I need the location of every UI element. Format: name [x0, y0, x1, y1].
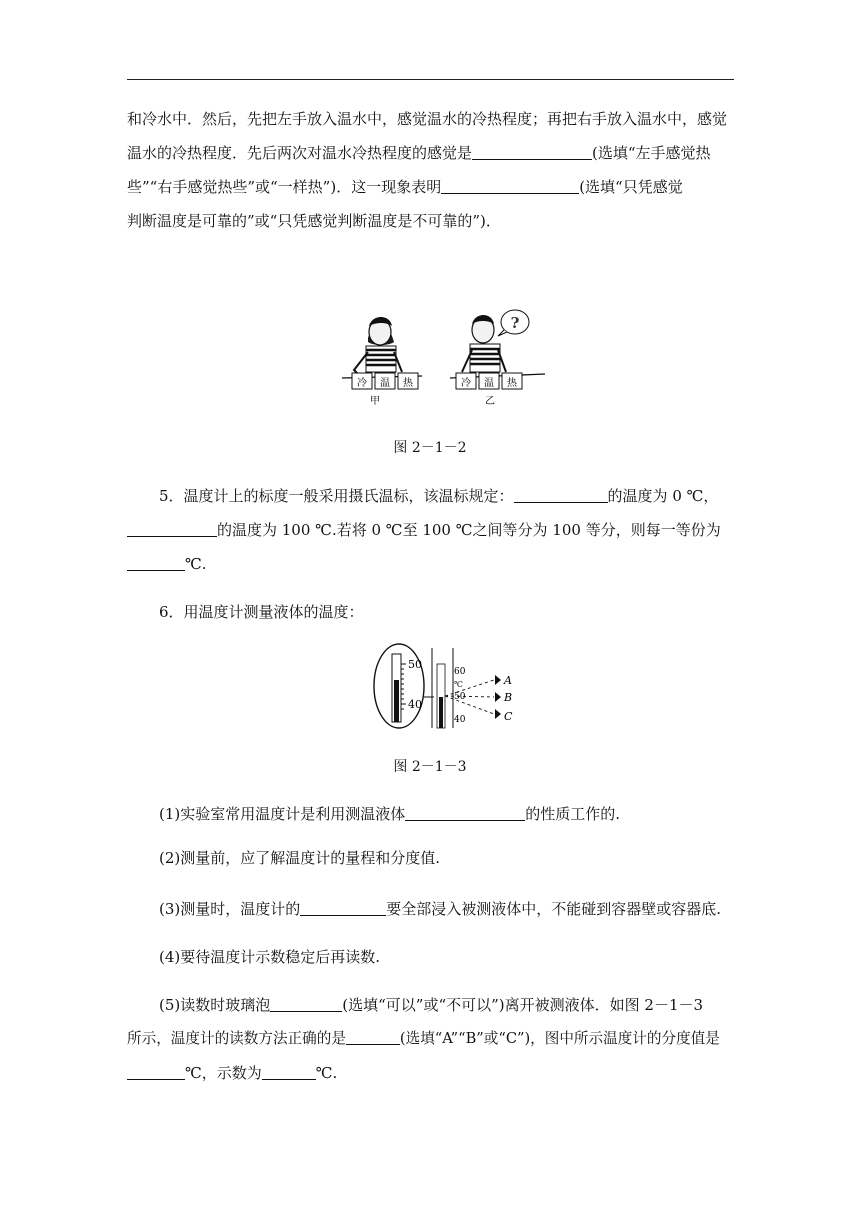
figure-thermometer-reading [370, 642, 520, 734]
question-6-part-5: (5)读数时玻璃泡 (选填“可以”或“不可以”)离开被测液体．如图 2－1－3 所示，温度计的读数方法正确的是 (选填“A”“B”或“C”)，图中所示温度计的分度值是 ℃，示数为 ℃. [127, 996, 720, 1082]
eye-label-a: A [504, 674, 512, 687]
person-left-illustration [354, 317, 402, 376]
question-5: 5．温度计上的标度一般采用摄氏温标，该温标规定： 的温度为 0 ℃， 的温度为 100 ℃.若将 0 ℃至 100 ℃之间等分为 100 等分，则每一等份为 ℃. [127, 479, 735, 581]
answer-blank[interactable] [346, 1028, 400, 1045]
answer-blank[interactable] [127, 520, 217, 537]
figure-hand-temperature [340, 300, 550, 412]
eye-icon [495, 675, 501, 685]
scale-label: 60 [454, 667, 466, 677]
intro-line-4: 判断温度是可靠的”或“只凭感觉判断温度是不可靠的”)． [127, 212, 501, 230]
scale-unit: ℃ [454, 680, 463, 689]
answer-blank[interactable] [127, 554, 185, 571]
question-6-part-3: (3)测量时，温度计的 要全部浸入被测液体中，不能碰到容器壁或容器底. [159, 900, 722, 918]
answer-blank[interactable] [270, 995, 342, 1012]
zoom-scale-label: 50 [408, 658, 422, 671]
question-6-part-2: (2)测量前，应了解温度计的量程和分度值. [159, 849, 441, 867]
basin-label: 冷 [357, 378, 367, 389]
intro-line-2: 温水的冷热程度．先后两次对温水冷热程度的感觉是 (选填“左手感觉热 [127, 144, 711, 162]
eye-label-b: B [504, 691, 513, 704]
intro-paragraph [127, 102, 735, 238]
zoom-scale-label: 40 [408, 698, 422, 711]
answer-blank[interactable] [300, 899, 386, 916]
eye-icon [495, 709, 501, 719]
scale-label: 50 [454, 692, 466, 702]
basin-label: 热 [403, 378, 413, 389]
basin-row-left [352, 373, 418, 389]
scale-label: 40 [454, 715, 466, 725]
person-right-illustration [462, 310, 529, 372]
basin-label: 温 [380, 378, 390, 389]
eye-icon [495, 692, 501, 702]
basin-label: 热 [507, 378, 517, 389]
figure-label-left: 甲 [370, 396, 380, 407]
figure-label-right: 乙 [485, 396, 495, 407]
answer-blank[interactable] [405, 804, 525, 821]
basin-label: 冷 [461, 378, 471, 389]
answer-blank[interactable] [262, 1063, 316, 1080]
answer-blank[interactable] [472, 143, 592, 160]
question-6-part-1: (1)实验室常用温度计是利用测温液体 的性质工作的. [159, 805, 621, 823]
intro-line-3: 些”“右手感觉热些”或“一样热”)．这一现象表明 (选填“只凭感觉 [127, 178, 683, 196]
question-6-part-4: (4)要待温度计示数稳定后再读数. [159, 948, 381, 966]
figure-caption: 图 2－1－3 [393, 759, 467, 775]
basin-label: 温 [484, 378, 494, 389]
intro-line-1: 和冷水中．然后，先把左手放入温水中，感觉温水的冷热程度；再把右手放入温水中，感觉 [127, 110, 728, 128]
answer-blank[interactable] [441, 177, 579, 194]
basin-row-right [456, 373, 522, 389]
figure-caption: 图 2－1－2 [393, 440, 467, 456]
question-mark-icon: ? [510, 314, 520, 332]
answer-blank[interactable] [514, 486, 608, 503]
header-rule [127, 79, 734, 80]
eye-label-c: C [504, 710, 513, 723]
question-6-title: 6．用温度计测量液体的温度： [159, 603, 364, 621]
answer-blank[interactable] [127, 1063, 185, 1080]
